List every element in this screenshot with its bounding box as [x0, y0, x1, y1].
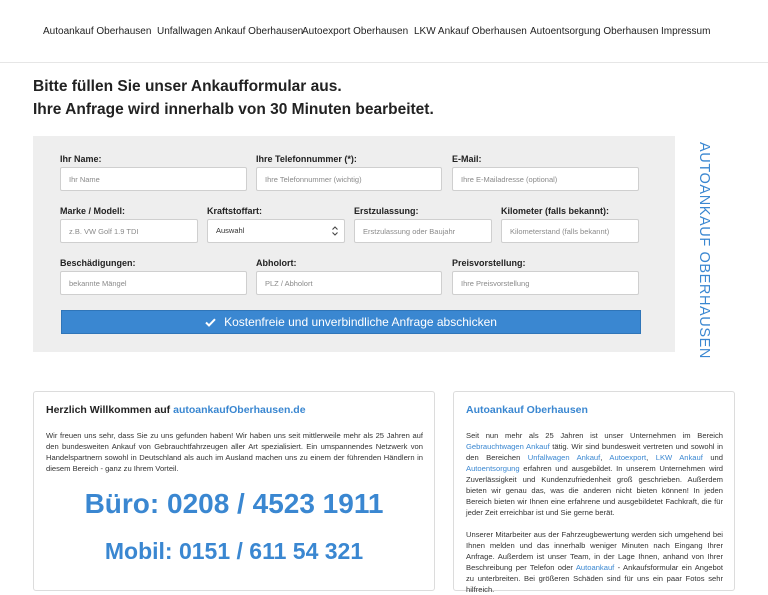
submit-button[interactable] [61, 310, 641, 334]
mileage-input[interactable] [501, 219, 639, 243]
model-input[interactable] [60, 219, 198, 243]
phone-label: Ihre Telefonnummer (*): [256, 154, 357, 164]
name-label: Ihr Name: [60, 154, 102, 164]
nav-item-autoentsorgung[interactable]: Autoentsorgung Oberhausen [530, 26, 659, 37]
registration-input[interactable] [354, 219, 492, 243]
link-autoankauf[interactable]: Autoankauf [575, 563, 615, 572]
registration-label: Erstzulassung: [354, 206, 419, 216]
pickup-label: Abholort: [256, 258, 297, 268]
about-text-part: , [600, 453, 610, 462]
nav-item-autoankauf[interactable]: Autoankauf Oberhausen [43, 26, 152, 37]
about-text-part: Seit nun mehr als 25 Jahren ist unser Unternehmen im Bereich [466, 431, 723, 440]
about-text-part: tätig. Wir sind bundesweit vertreten und sowohl in den Bereichen [466, 442, 724, 462]
mileage-label: Kilometer (falls bekannt): [501, 206, 610, 216]
purchase-form [33, 136, 675, 352]
fuel-label: Kraftstoffart: [207, 206, 262, 216]
top-navigation [0, 0, 768, 63]
about-title: Autoankauf Oberhausen [466, 404, 588, 416]
fuel-select-value: Auswahl [216, 226, 245, 235]
pickup-input[interactable] [256, 271, 442, 295]
submit-button-label: Kostenfreie und unverbindliche Anfrage abschicken [224, 315, 497, 329]
welcome-title-link[interactable]: autoankaufOberhausen.de [173, 404, 306, 416]
email-label: E-Mail: [452, 154, 482, 164]
link-unfallwagen-ankauf[interactable]: Unfallwagen Ankauf [527, 453, 601, 462]
welcome-title [46, 404, 306, 416]
nav-item-impressum[interactable]: Impressum [661, 26, 711, 37]
form-heading-line1: Bitte füllen Sie unser Ankaufformular aus. [33, 78, 342, 95]
phone-input[interactable] [256, 167, 442, 191]
link-lkw-ankauf[interactable]: LKW Ankauf [655, 453, 703, 462]
link-autoexport[interactable]: Autoexport [609, 453, 647, 462]
link-autoentsorgung[interactable]: Autoentsorgung [466, 464, 520, 473]
about-text-part: - Ankaufsformular ein Angebot zu unterbreiten. Bei größeren Schäden sind für uns ein paar Fotos sehr hilfreich. [466, 563, 723, 594]
side-title-text: AUTOANKAUF OBERHAUSEN [696, 142, 712, 359]
nav-item-lkw-ankauf[interactable]: LKW Ankauf Oberhausen [414, 26, 527, 37]
about-text-part: Unserer Mitarbeiter aus der Fahrzeugbewertung werden sich umgehend bei Ihnen melden und das innerhalb weniger Minuten nach Eingang Ihrer Anfrage. Außerdem ist unser Team, in der Lage Ihnen, anhand von Ihrer Beschreibung per Telefon oder [466, 530, 723, 572]
check-icon [205, 318, 216, 327]
price-input[interactable] [452, 271, 639, 295]
about-text-part: erfahren und ausgebildet. In unserem Unternehmen wird Zuverlässigkeit und Kundenzufriedenheit groß geschrieben. Außerdem bieten wir genau das, was die anderen nicht bieten können! In jeden Bereich bieten wir Ihnen eine erfahrene und ausgebildetet Fachkraft, die für jeder Zeit erreichbar ist und Sie gerne berät. [466, 464, 723, 517]
about-text-part: und [702, 453, 724, 462]
about-card [453, 391, 735, 594]
form-heading-line2: Ihre Anfrage wird innerhalb von 30 Minuten bearbeitet. [33, 101, 434, 118]
fuel-select[interactable] [207, 219, 345, 243]
damage-label: Beschädigungen: [60, 258, 136, 268]
nav-item-autoexport[interactable]: Autoexport Oberhausen [302, 26, 409, 37]
side-title [696, 142, 716, 359]
price-label: Preisvorstellung: [452, 258, 526, 268]
office-phone[interactable]: Büro: 0208 / 4523 1911 [84, 488, 384, 519]
nav-item-unfallwagen[interactable]: Unfallwagen Ankauf Oberhausen [157, 26, 304, 37]
model-label: Marke / Modell: [60, 206, 126, 216]
about-text [466, 430, 723, 595]
mobile-phone[interactable]: Mobil: 0151 / 611 54 321 [104, 538, 364, 564]
select-arrows-icon [331, 225, 339, 237]
link-gebrauchtwagen-ankauf[interactable]: Gebrauchtwagen Ankauf [466, 442, 550, 451]
welcome-text: Wir freuen uns sehr, dass Sie zu uns gefunden haben! Wir haben uns seit mittlerweile mehr als 25 Jahren auf den bundesweiten Ankauf von Gebrauchtfahrzeugen aller Art spezialisiert. Ein umspannendes Netzwerk von Handelspartnern sowohl in Deutschland als auch im Ausland machen uns zu einem der führenden Händlern in diesem Bereich - ganz zu Ihrem Vorteil. [46, 431, 423, 473]
email-input[interactable] [452, 167, 639, 191]
welcome-title-prefix: Herzlich Willkommen auf [46, 404, 174, 416]
name-input[interactable] [60, 167, 247, 191]
about-text-part: , [646, 453, 656, 462]
welcome-card [33, 391, 435, 591]
damage-input[interactable] [60, 271, 247, 295]
